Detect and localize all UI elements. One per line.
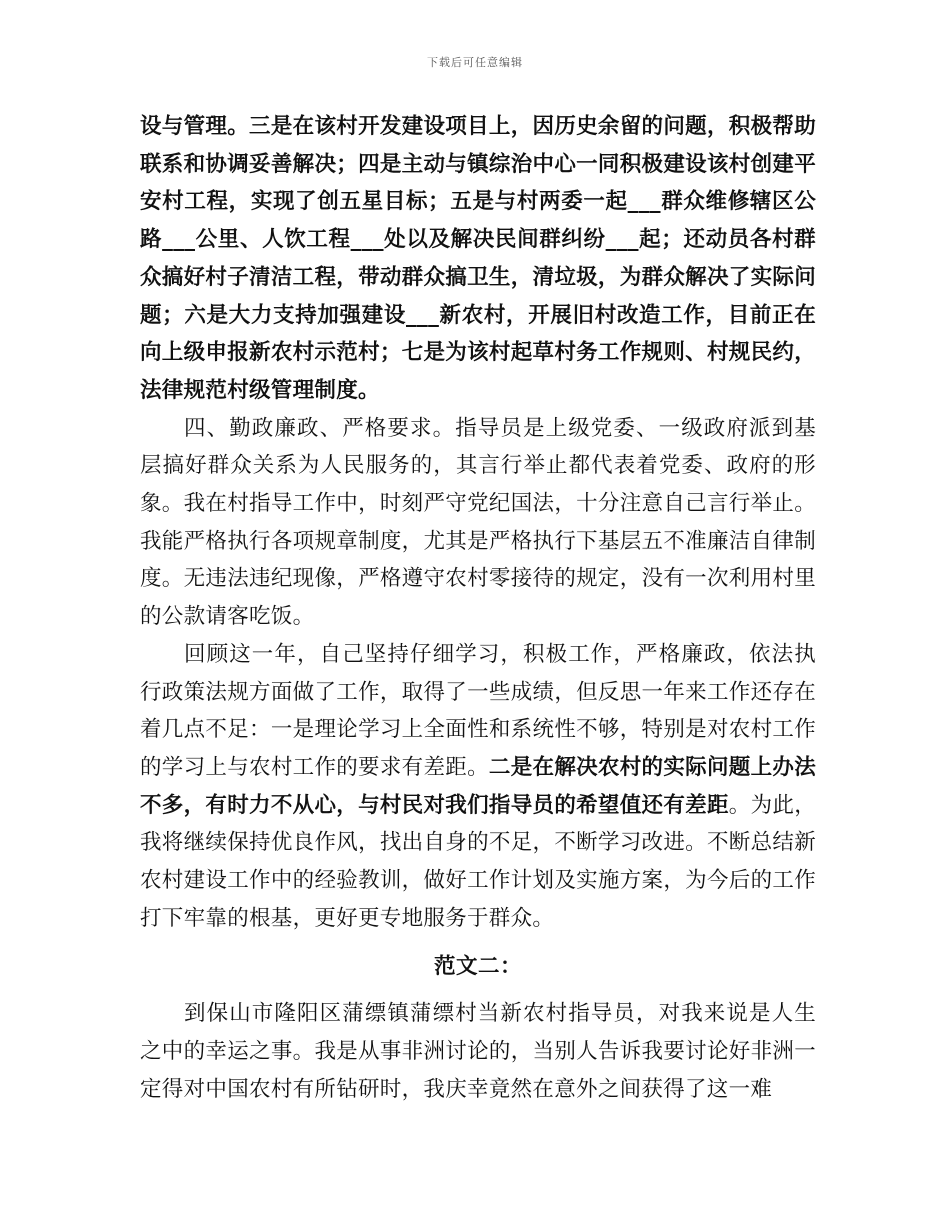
review-text-part-2: 。为此，我将继续保持优良作风，找出自身的不足，不断学习改进。不断总结新农村建设工作中的经验教训，做好工作计划及实施方案，为今后的工作打下牢靠的根基，更好更专地服务于群众。 [140, 792, 817, 931]
paragraph-review [140, 636, 816, 938]
paragraph-work-items: 设与管理。三是在该村开发建设项目上，因历史余留的问题，积极帮助联系和协调妥善解决；四是主动与镇综治中心一同积极建设该村创建平安村工程，实现了创五星目标；五是与村两委一起___群众维修辖区公路___公里、人饮工程___处以及解决民间群纠纷___起；还动员各村群众搞好村子清洁工程，带动群众搞卫生，清垃圾，为群众解决了实际问题；六是大力支持加强建设___新农村，开展旧村改造工作，目前正在向上级申报新农村示范村；七是为该村起草村务工作规则、村规民约，法律规范村级管理制度。 [140, 114, 816, 403]
paragraph-sample-two: 到保山市隆阳区蒲缥镇蒲缥村当新农村指导员，对我来说是人生之中的幸运之事。我是从事非洲讨论的，当别人告诉我要讨论好非洲一定得对中国农村有所钻研时，我庆幸竟然在意外之间获得了这一难 [140, 1001, 816, 1102]
review-text-part-1: 回顾这一年，自己坚持仔细学习，积极工作，严格廉政，依法执行政策法规方面做了工作，取得了一些成绩，但反思一年来工作还存在着几点不足：一是理论学习上全面性和系统性不够，特别是对农村工作的学习上与农村工作的要求有差距。 [140, 641, 816, 780]
section-heading: 范文二： [433, 954, 522, 980]
review-text-bold: 二是在解决农村的实际问题上办法不多，有时力不从心，与村民对我们指导员的希望值还有差距 [140, 754, 816, 818]
paragraph-diligence: 四、勤政廉政、严格要求。指导员是上级党委、一级政府派到基层搞好群众关系为人民服务的，其言行举止都代表着党委、政府的形象。我在村指导工作中，时刻严守党纪国法，十分注意自己言行举止。我能严格执行各项规章制度，尤其是严格执行下基层五不准廉洁自律制度。无违法违纪现像，严格遵守农村零接待的规定，没有一次利用村里的公款请客吃饭。 [140, 415, 816, 630]
document-body [140, 108, 816, 1109]
page-header: 下载后可任意编辑 [427, 56, 523, 69]
